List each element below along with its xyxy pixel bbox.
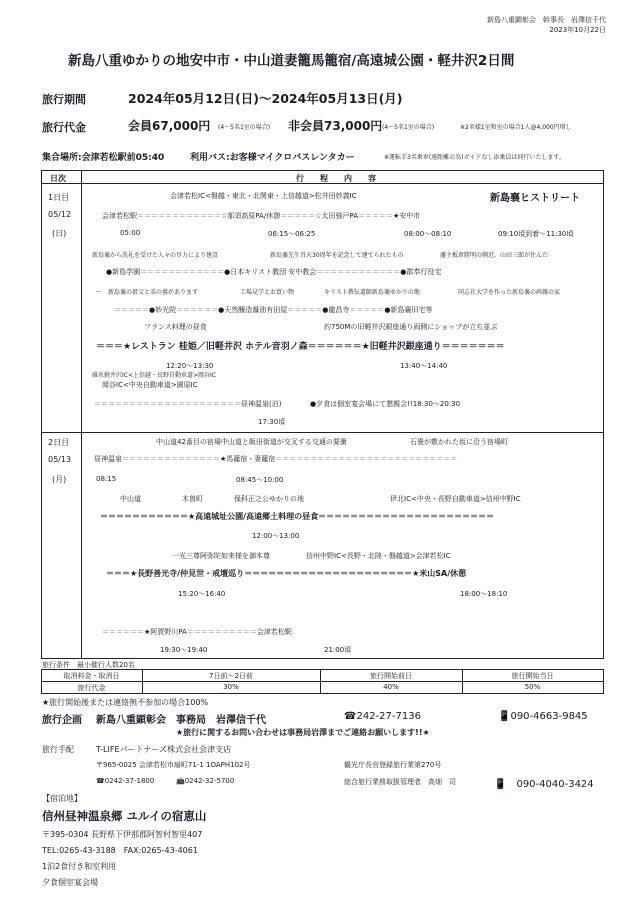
day2-time: 15:20〜16:40 [178,590,226,598]
day2-row-1: 昼神温泉＝＝＝＝＝＝＝＝＝＝＝＝＝＝★馬籠宿・妻籠宿＝＝＝＝＝＝＝＝＝＝＝＝＝＝＝＝＝＝＝＝＝＝＝＝＝＝ [94,455,458,463]
day1-note: 〜 新島襄の祖父と弟の墓があります [96,289,199,296]
day2-route: 伊北IC<中央・長野自動車道>信州中野IC [390,495,521,503]
day1-time: 13:40〜14:40 [400,362,448,370]
day1-route-3: 岡谷IC<中央自動車道>園原IC [102,381,198,389]
day2-note: 石畳が敷かれた坂に沿う宿場町 [410,438,508,446]
period-label: 旅行期間 [42,93,86,106]
lodging-telfax: TEL:0265-43-3188 FAX:0265-43-4061 [42,846,198,855]
meeting-place: 集合場所:会津若松駅前05:40 [42,153,165,163]
agency-name: T-LIFEパートナーズ株式会社会津支店 [96,745,232,754]
day1-time: 08:00〜08:10 [404,230,452,238]
day1-note: 約750Mの旧軽井沢銀座通り両側にショップが立ち並ぶ [324,323,498,331]
planner-mobile: 📱090-4663-9845 [498,711,588,722]
day2-time: 08:15 [96,475,117,483]
day1-time: 09:10頃到着〜11:30頃 [498,230,574,238]
member-price-note: (4〜5名1室の場合) [218,124,271,131]
day2-date: 05/13 [48,455,72,464]
day1-row-2: ●新島学園＝＝＝＝＝＝＝＝＝＝＝＝●日本キリスト教団 安中教会＝＝＝＝＝＝＝＝＝＝＝＝●郡奉行役宅 [106,268,442,276]
day1-note: キリスト教伝道師新島襄ゆかりの地 [324,289,420,296]
day2-note: 木曽町 [182,495,203,503]
agency-fax: 📠0242-32-5700 [176,777,235,785]
agency-manager: 総合旅行業務取扱管理者 高畑 司 [344,778,456,786]
day2-row-2: ＝＝＝＝＝＝＝＝＝＝＝★高遠城址公園/高遠郷土料理の昼食＝＝＝＝＝＝＝＝＝＝＝＝＝＝＝＝＝＝＝＝＝＝ [100,512,495,521]
day2-row-3: ＝＝＝★長野善光寺/仲見世・戒壇巡り＝＝＝＝＝＝＝＝＝＝＝＝＝＝＝＝＝＝＝＝＝★米山SA/休憩 [106,569,467,578]
day1-row-5: ＝＝＝＝＝＝＝＝＝＝＝＝＝＝＝＝＝＝＝＝＝昼神温泉(泊) [94,400,282,408]
member-price: 会員67,000円 [128,119,211,133]
day2-time: 12:00〜13:00 [252,532,300,540]
day1-time: 17:30頃 [258,418,286,426]
day1-row-1: 会津若松駅＝＝＝＝＝＝＝＝＝＝＝＝☆那須高原PA/休憩＝＝＝＝＝☆太田強戸PA＝＝＝＝＝★安中市 [102,212,421,220]
planner-org: 新島八重顕彰会 事務局 岩澤信千代 [96,715,266,726]
lodging-name: 信州昼神温泉郷 ユルイの宿恵山 [42,809,207,823]
cancel-fee-value: 50% [524,683,541,691]
cancel-fee-value: 30% [223,683,239,691]
bus-info: 利用バス:お客様マイクロバスレンタカー [190,153,355,163]
period-value: 2024年05月12日(日)〜2024年05月13日(月) [128,91,403,106]
day1-note: フランス料理の昼食 [144,323,207,331]
day1-note: 藩主板倉勝明の側近。山田三郎が住んだ [440,252,549,259]
day1-time: 06:15〜06:25 [268,230,316,238]
day1-dow: (日) [52,229,67,238]
day1-dinner: ●夕食は個室宴会場にて懇親会!!18:30〜20:30 [310,400,461,408]
day1-note: 同志社大学を作った新島襄の両親の家 [458,289,561,296]
day2-time: 18:00〜18:10 [460,590,508,598]
agency-manager-mobile: 📱 090-4040-3424 [494,779,594,790]
lodging-section: 【宿泊地】 [42,794,82,803]
conditions-header: 旅行開始前日 [370,672,412,680]
price-label: 旅行代金 [42,121,86,134]
day1-time: 05:00 [120,229,141,237]
day1-route-2: 碓氷軽井沢IC<上信越・長野自動車道>岡谷IC [92,372,216,379]
price-extra-note: ※2名様1室和室の場合1人@4,000円増し [460,124,572,131]
planner-tel: ☎242-27-7136 [344,711,421,722]
agency-registration: 観光庁長官登録旅行業第270号 [344,761,442,769]
cancel-fee-value: 40% [383,683,399,691]
day2-route: 信州中野IC<長野・北陸・磐越道>会津若松IC [306,552,451,560]
day1-note: 工場見学とお買い物 [240,289,295,296]
agency-address: 〒965-0025 会津若松市扇町71-1 1OAPH102号 [96,761,251,769]
day1-highlight: 新島襄ヒストリート [490,193,580,204]
day2-dow: (月) [52,475,67,484]
day2-note: 中山道42番目の宿場中山道と飯田街道が交叉する交通の要衝 [156,438,347,446]
organizer-line: 新島八重顕彰会 幹事長 岩澤信千代 [487,16,606,24]
day2-time: 08:45〜10:00 [236,476,284,484]
conditions-header: 旅行開始当日 [511,672,554,680]
day2-note: 中山道 [120,495,141,503]
day1-label: 1日目 [48,193,70,202]
conditions-label: 旅行条件 最小催行人数20名 [42,661,135,669]
bus-note: ※運転手3名乗車(遠距離の為)ガイドなし添乗員は同行いたします。 [384,154,565,161]
day2-time: 19:30〜19:40 [160,646,208,654]
agency-label: 旅行手配 [42,745,74,754]
conditions-header: 取消料金・取消日 [63,672,120,680]
page-title: 新島八重ゆかりの地安中市・中山道妻籠馬籠宿/高遠城公園・軽井沢2日間 [68,53,515,69]
day2-label: 2日目 [48,438,70,447]
day1-row-3: ＝＝＝＝＝●妙光院＝＝＝＝＝＝●天然醸造醤油有田屋＝＝＝＝＝●龍昌寺＝＝＝＝＝●新島襄旧宅等 [114,306,433,314]
day2-time: 21:00頃 [324,646,352,654]
conditions-header: 7日前〜2日前 [209,672,253,680]
lodging-address: 〒395-0304 長野県下伊那郡阿智村智里407 [42,830,203,839]
day2-note: 一光三尊阿弥陀如来様を御本尊 [172,552,270,560]
day1-note: 新島襄先生召天30周年を記念して建てられたもの [270,252,404,259]
day1-time: 12:20〜13:30 [166,362,214,370]
day1-date: 05/12 [48,210,72,219]
col-itinerary-header: 行 程 内 容 [296,174,380,183]
inquiry-note: ★旅行に関するお問い合わせは事務局岩澤までご連絡お願いします!!★ [176,728,430,737]
col-day-header: 日次 [50,174,66,183]
agency-tel: ☎0242-37-1800 [96,777,155,785]
conditions-note: ★旅行開始後または連絡無不参加の場合100% [42,698,209,707]
document-date: 2023年10月22日 [549,26,606,34]
day2-note: 保科正之公ゆかりの地 [234,495,304,503]
day2-row-4: ＝＝＝＝＝＝★阿賀野川PA＝＝＝＝＝＝＝＝＝＝会津若松駅 [102,628,292,636]
day1-route-1: 会津若松IC<磐越・東北・北関東・上信越道>松井田妙義IC [170,192,357,200]
conditions-row-label: 旅行代金 [77,684,106,692]
day1-row-4: ＝＝＝★レストラン 桂姫／旧軽井沢 ホテル音羽ノ森＝＝＝＝＝＝★旧軽井沢銀座通り＝＝＝＝＝＝＝ [96,342,505,352]
nonmember-price-note: (4〜5名1室の場合) [382,124,435,131]
lodging-dinner: 夕食個室宴会場 [42,878,98,887]
day1-note: 新島襄から洗礼を受けた人々の尽力により建設 [92,252,219,259]
nonmember-price: 非会員73,000円 [288,119,383,133]
planner-label: 旅行企画 [42,715,82,726]
lodging-plan: 1泊2食付き和室利用 [42,862,117,871]
